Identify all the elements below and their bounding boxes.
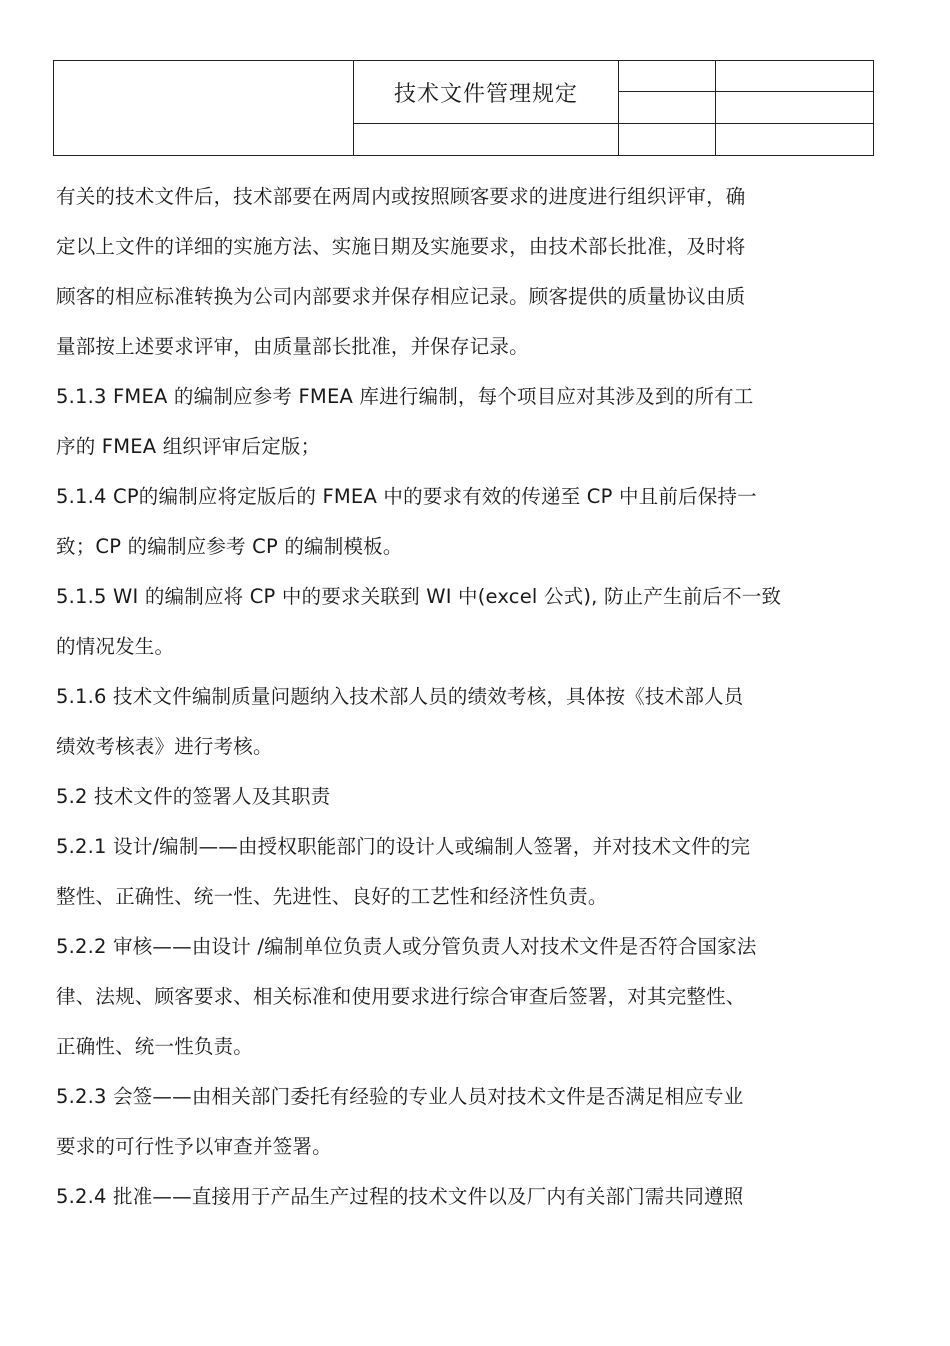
text-line: 正确性、统一性负责。 bbox=[56, 1035, 254, 1058]
text-line: 5.1.3 FMEA 的编制应参考 FMEA 库进行编制，每个项目应对其涉及到的所有工 bbox=[56, 385, 754, 408]
text-line: 要求的可行性予以审查并签署。 bbox=[56, 1135, 332, 1158]
text-line: 有关的技术文件后，技术部要在两周内或按照顾客要求的进度进行组织评审，确 bbox=[56, 185, 746, 208]
text-line: 绩效考核表》进行考核。 bbox=[56, 735, 273, 758]
text-line: 序的 FMEA 组织评审后定版； bbox=[56, 435, 321, 458]
text-line: 5.2 技术文件的签署人及其职责 bbox=[56, 785, 331, 808]
text-line: 5.1.4 CP的编制应将定版后的 FMEA 中的要求有效的传递至 CP 中且前后保持一 bbox=[56, 485, 757, 508]
text-line: 5.2.4 批准——直接用于产品生产过程的技术文件以及厂内有关部门需共同遵照 bbox=[56, 1185, 744, 1208]
document-header-table bbox=[53, 60, 874, 156]
text-line: 顾客的相应标准转换为公司内部要求并保存相应记录。顾客提供的质量协议由质 bbox=[56, 285, 746, 308]
text-line: 5.2.3 会签——由相关部门委托有经验的专业人员对技术文件是否满足相应专业 bbox=[56, 1085, 744, 1108]
header-logo-cell bbox=[54, 61, 354, 156]
text-line: 5.1.6 技术文件编制质量问题纳入技术部人员的绩效考核，具体按《技术部人员 bbox=[56, 685, 744, 708]
text-line: 定以上文件的详细的实施方法、实施日期及实施要求，由技术部长批准，及时将 bbox=[56, 235, 746, 258]
header-cell-r1c4 bbox=[716, 61, 874, 92]
document-title: 技术文件管理规定 bbox=[354, 61, 619, 124]
header-cell-r3c3 bbox=[619, 124, 716, 156]
text-line: 致；CP 的编制应参考 CP 的编制模板。 bbox=[56, 535, 403, 558]
header-cell-r3c4 bbox=[716, 124, 874, 156]
header-cell-r2c3 bbox=[619, 92, 716, 124]
text-line: 整性、正确性、统一性、先进性、良好的工艺性和经济性负责。 bbox=[56, 885, 608, 908]
header-cell-r2c4 bbox=[716, 92, 874, 124]
header-cell-r1c3 bbox=[619, 61, 716, 92]
text-line: 律、法规、顾客要求、相关标准和使用要求进行综合审查后签署，对其完整性、 bbox=[56, 985, 746, 1008]
text-line: 5.2.2 审核——由设计 /编制单位负责人或分管负责人对技术文件是否符合国家法 bbox=[56, 935, 757, 958]
text-line: 5.2.1 设计/编制——由授权职能部门的设计人或编制人签署，并对技术文件的完 bbox=[56, 835, 751, 858]
text-line: 5.1.5 WI 的编制应将 CP 中的要求关联到 WI 中(excel 公式), 防止产生前后不一致 bbox=[56, 585, 782, 608]
text-line: 的情况发生。 bbox=[56, 635, 175, 658]
header-cell-r3c2 bbox=[354, 124, 619, 156]
text-line: 量部按上述要求评审，由质量部长批准，并保存记录。 bbox=[56, 335, 529, 358]
document-body bbox=[56, 172, 846, 1222]
